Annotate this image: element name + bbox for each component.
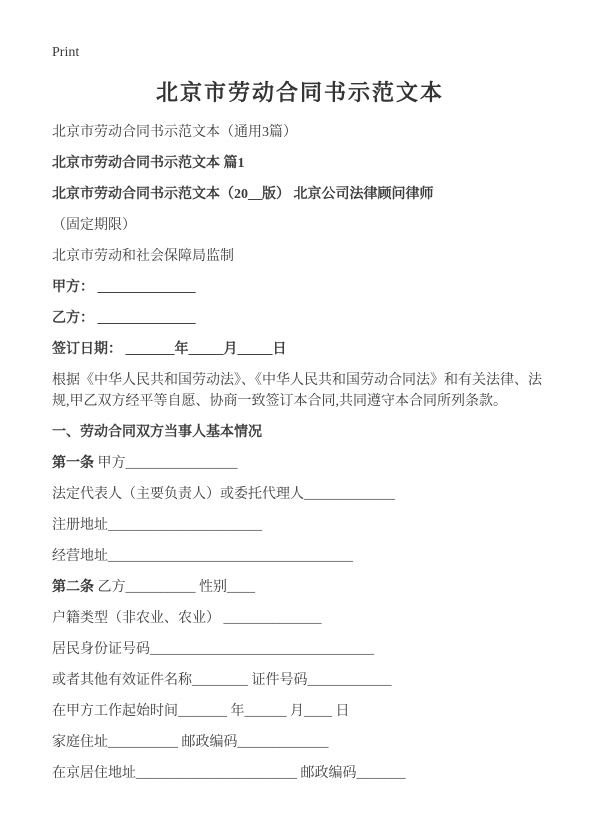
party-b-line: 乙方： ______________	[52, 311, 196, 326]
registered-address-line: 注册地址______________________	[52, 518, 262, 533]
beijing-residence-line: 在京居住地址_______________________ 邮政编码_______	[52, 766, 406, 781]
clause-1-number: 第一条	[52, 456, 94, 471]
id-number-line: 居民身份证号码________________________________	[52, 642, 374, 657]
subtitle-line: 北京市劳动合同书示范文本（通用3篇）	[52, 125, 297, 140]
clause-1-line	[52, 453, 548, 474]
work-start-date-line: 在甲方工作起始时间_______ 年______ 月____ 日	[52, 704, 350, 719]
legal-representative-line: 法定代表人（主要负责人）或委托代理人_____________	[52, 487, 395, 502]
other-certificate-line: 或者其他有效证件名称________ 证件号码____________	[52, 673, 392, 688]
clause-2-text: 乙方__________ 性别____	[94, 580, 255, 595]
home-address-line: 家庭住址__________ 邮政编码_____________	[52, 735, 329, 750]
term-type-line: （固定期限）	[52, 218, 136, 233]
section-one-heading: 一、劳动合同双方当事人基本情况	[52, 425, 262, 440]
household-type-line: 户籍类型（非农业、农业） ______________	[52, 611, 322, 626]
article-heading-2: 北京市劳动合同书示范文本（20__版） 北京公司法律顾问律师	[52, 187, 434, 202]
article-heading-1: 北京市劳动合同书示范文本 篇1	[52, 156, 245, 171]
supervisor-line: 北京市劳动和社会保障局监制	[52, 249, 234, 264]
business-address-line: 经营地址___________________________________	[52, 549, 353, 564]
party-a-line: 甲方： ______________	[52, 280, 196, 295]
print-button[interactable]: Print	[52, 45, 80, 60]
clause-2-number: 第二条	[52, 580, 94, 595]
sign-date-line: 签订日期： _______年_____月_____日	[52, 342, 287, 357]
clause-2-line	[52, 577, 548, 598]
preamble-paragraph: 根据《中华人民共和国劳动法》、《中华人民共和国劳动合同法》和有关法律、法规,甲乙双方经平等自愿、协商一致签订本合同,共同遵守本合同所列条款。	[52, 373, 542, 409]
page-title: 北京市劳动合同书示范文本	[155, 80, 444, 105]
clause-1-text: 甲方________________	[94, 456, 238, 471]
